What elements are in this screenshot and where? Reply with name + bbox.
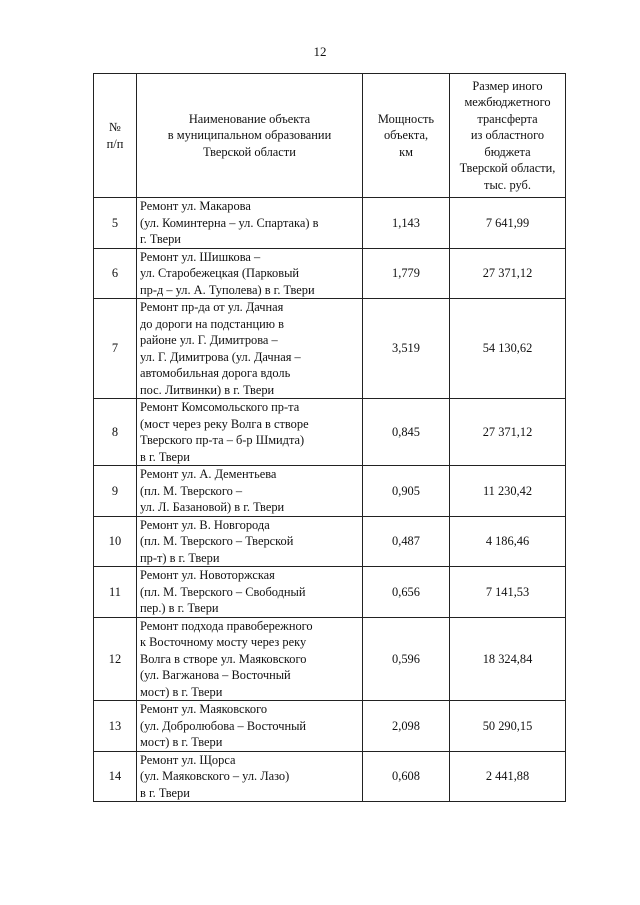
header-line: бюджета bbox=[484, 144, 531, 159]
object-name bbox=[137, 198, 363, 249]
name-line: Волга в створе ул. Маяковского bbox=[140, 651, 307, 666]
table-row bbox=[94, 248, 566, 299]
header-line: Размер иного bbox=[472, 78, 543, 93]
object-name bbox=[137, 567, 363, 618]
table-row bbox=[94, 567, 566, 618]
name-line: до дороги на подстанцию в bbox=[140, 316, 284, 331]
object-capacity: 0,845 bbox=[363, 399, 450, 466]
header-line: объекта, bbox=[383, 128, 429, 143]
header-line: трансферта bbox=[477, 111, 538, 126]
name-line: (мост через реку Волга в створе bbox=[140, 416, 309, 431]
name-line: пос. Литвинки) в г. Твери bbox=[140, 382, 275, 397]
table-row bbox=[94, 399, 566, 466]
transfer-amount: 11 230,42 bbox=[450, 466, 566, 517]
transfer-amount: 50 290,15 bbox=[450, 701, 566, 752]
object-capacity: 1,779 bbox=[363, 248, 450, 299]
table-header-row bbox=[94, 74, 566, 198]
header-line: Наименование объекта bbox=[188, 111, 311, 126]
object-name bbox=[137, 399, 363, 466]
row-number: 6 bbox=[94, 248, 137, 299]
row-number: 8 bbox=[94, 399, 137, 466]
name-line: Ремонт пр-да от ул. Дачная bbox=[140, 300, 284, 314]
object-name bbox=[137, 701, 363, 752]
name-line: Ремонт ул. Новоторжская bbox=[140, 568, 275, 582]
name-line: автомобильная дорога вдоль bbox=[140, 366, 291, 380]
transfer-amount: 27 371,12 bbox=[450, 248, 566, 299]
row-number: 12 bbox=[94, 617, 137, 701]
row-number: 9 bbox=[94, 466, 137, 517]
name-line: (ул. Коминтерна – ул. Спартака) в bbox=[140, 215, 319, 230]
name-line: (ул. Добролюбова – Восточный bbox=[140, 718, 307, 733]
name-line: (пл. М. Тверского – Свободный bbox=[140, 584, 306, 599]
object-capacity: 2,098 bbox=[363, 701, 450, 752]
name-line: пр-д – ул. А. Туполева) в г. Твери bbox=[140, 282, 315, 297]
header-line: Тверской области, bbox=[459, 161, 556, 176]
name-line: Ремонт Комсомольского пр-та bbox=[140, 400, 300, 414]
row-number: 5 bbox=[94, 198, 137, 249]
header-line: № bbox=[109, 120, 121, 134]
name-line: пер.) в г. Твери bbox=[140, 601, 219, 615]
name-line: Ремонт ул. Шишкова – bbox=[140, 249, 261, 264]
row-number: 11 bbox=[94, 567, 137, 618]
header-line: в муниципальном образовании bbox=[167, 128, 332, 143]
header-transfer-amount bbox=[450, 74, 566, 198]
object-capacity: 0,487 bbox=[363, 516, 450, 567]
header-line: межбюджетного bbox=[464, 95, 551, 110]
name-line: в г. Твери bbox=[140, 449, 190, 464]
header-line: п/п bbox=[106, 136, 124, 151]
row-number: 14 bbox=[94, 751, 137, 802]
name-line: (пл. М. Тверского – bbox=[140, 483, 243, 498]
name-line: Ремонт подхода правобережного bbox=[140, 618, 313, 633]
name-line: мост) в г. Твери bbox=[140, 735, 223, 749]
object-capacity: 0,608 bbox=[363, 751, 450, 802]
name-line: пр-т) в г. Твери bbox=[140, 550, 220, 565]
header-line: из областного bbox=[470, 128, 545, 143]
name-line: (ул. Вагжанова – Восточный bbox=[140, 668, 291, 682]
header-line: км bbox=[399, 144, 413, 159]
name-line: к Восточному мосту через реку bbox=[140, 635, 307, 649]
name-line: Ремонт ул. А. Дементьева bbox=[140, 467, 277, 481]
header-line: Тверской области bbox=[203, 144, 296, 159]
table-row bbox=[94, 751, 566, 802]
transfer-amount: 4 186,46 bbox=[450, 516, 566, 567]
table-row bbox=[94, 198, 566, 249]
object-name bbox=[137, 299, 363, 399]
name-line: Ремонт ул. Щорса bbox=[140, 752, 236, 767]
object-name bbox=[137, 751, 363, 802]
name-line: в г. Твери bbox=[140, 785, 190, 800]
name-line: мост) в г. Твери bbox=[140, 684, 223, 699]
transfer-amount: 27 371,12 bbox=[450, 399, 566, 466]
name-line: районе ул. Г. Димитрова – bbox=[140, 333, 278, 347]
name-line: (ул. Маяковского – ул. Лазо) bbox=[140, 769, 290, 783]
transfer-amount: 54 130,62 bbox=[450, 299, 566, 399]
transfer-amount: 18 324,84 bbox=[450, 617, 566, 701]
transfer-amount: 2 441,88 bbox=[450, 751, 566, 802]
transfer-table bbox=[93, 73, 566, 802]
header-capacity bbox=[363, 74, 450, 198]
row-number: 7 bbox=[94, 299, 137, 399]
object-capacity: 0,596 bbox=[363, 617, 450, 701]
name-line: ул. Г. Димитрова (ул. Дачная – bbox=[140, 349, 301, 364]
table-row bbox=[94, 299, 566, 399]
header-object-name bbox=[137, 74, 363, 198]
name-line: Ремонт ул. В. Новгорода bbox=[140, 517, 270, 532]
name-line: Тверского пр-та – б-р Шмидта) bbox=[140, 433, 305, 447]
name-line: Ремонт ул. Макарова bbox=[140, 199, 251, 213]
table-row bbox=[94, 617, 566, 701]
header-number bbox=[94, 74, 137, 198]
page-number: 12 bbox=[313, 44, 327, 59]
object-capacity: 1,143 bbox=[363, 198, 450, 249]
name-line: ул. Л. Базановой) в г. Твери bbox=[140, 500, 285, 514]
name-line: г. Твери bbox=[140, 232, 181, 246]
transfer-amount: 7 641,99 bbox=[450, 198, 566, 249]
table-row bbox=[94, 516, 566, 567]
object-name bbox=[137, 248, 363, 299]
name-line: ул. Старобежецкая (Парковый bbox=[140, 266, 300, 280]
object-capacity: 0,656 bbox=[363, 567, 450, 618]
header-line: Мощность bbox=[377, 111, 435, 126]
object-name bbox=[137, 516, 363, 567]
row-number: 13 bbox=[94, 701, 137, 752]
table-row bbox=[94, 466, 566, 517]
object-name bbox=[137, 466, 363, 517]
object-capacity: 3,519 bbox=[363, 299, 450, 399]
name-line: (пл. М. Тверского – Тверской bbox=[140, 534, 294, 548]
object-capacity: 0,905 bbox=[363, 466, 450, 517]
object-name bbox=[137, 617, 363, 701]
name-line: Ремонт ул. Маяковского bbox=[140, 702, 268, 716]
table-row bbox=[94, 701, 566, 752]
row-number: 10 bbox=[94, 516, 137, 567]
header-line: тыс. руб. bbox=[484, 177, 531, 192]
transfer-amount: 7 141,53 bbox=[450, 567, 566, 618]
